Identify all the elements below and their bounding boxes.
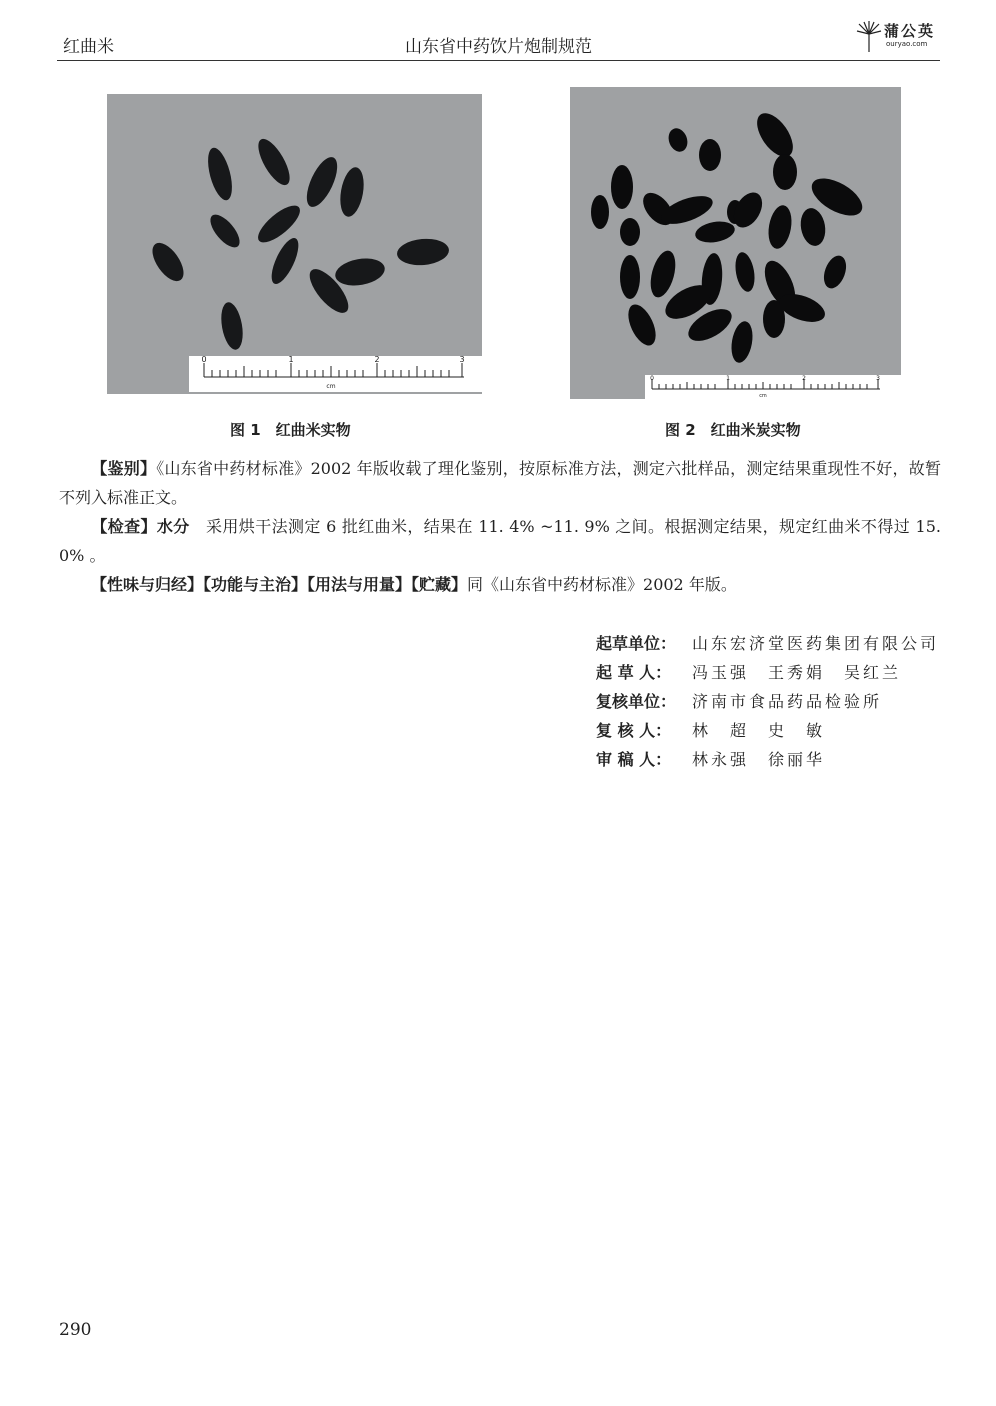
- ruler-unit: cm: [326, 383, 336, 390]
- page-number: 290: [59, 1320, 92, 1340]
- identification-paragraph: [59, 454, 941, 512]
- credit-label: 复 核 人：: [596, 721, 672, 740]
- credit-value: 林 超 史 敏: [692, 721, 826, 740]
- inspection-heading: 【检查】水分: [91, 517, 190, 536]
- credit-label: 审 稿 人：: [596, 750, 672, 769]
- credit-row: [596, 628, 939, 657]
- properties-text: 同《山东省中药材标准》2002 年版。: [467, 575, 737, 594]
- credit-value: 山东宏济堂医药集团有限公司: [692, 634, 940, 653]
- identification-text: 《山东省中药材标准》2002 年版收载了理化鉴别，按原标准方法，测定六批样品，测定结果重现性不好，故暂不列入标准正文。: [59, 459, 941, 507]
- ruler-label: 1: [288, 355, 294, 364]
- credit-value: 林永强 徐丽华: [692, 750, 826, 769]
- ruler-label: 1: [726, 375, 730, 382]
- ruler-label: 2: [802, 375, 806, 382]
- credit-label: 起 草 人：: [596, 663, 672, 682]
- header-book-title: 山东省中药饮片炮制规范: [405, 37, 592, 57]
- credit-row: [596, 657, 939, 686]
- figure-1-caption: 图 1 红曲米实物: [230, 421, 351, 439]
- credit-label: 复核单位：: [596, 692, 677, 711]
- credits-block: [596, 628, 939, 773]
- header-section-title: 红曲米: [63, 37, 114, 57]
- credit-row: [596, 686, 939, 715]
- properties-heading: 【性味与归经】【功能与主治】【用法与用量】【贮藏】: [91, 575, 468, 594]
- page-header: [57, 22, 940, 61]
- ruler-label: 2: [374, 355, 380, 364]
- logo-url: ouryao.com: [886, 40, 928, 48]
- credit-label: 起草单位：: [596, 634, 677, 653]
- ruler-label: 3: [459, 355, 465, 364]
- ruler-label: 3: [876, 375, 880, 382]
- ruler-unit: cm: [759, 393, 767, 399]
- identification-heading: 【鉴别】: [91, 459, 157, 478]
- publisher-logo: [856, 20, 938, 56]
- dandelion-logo-icon: [856, 20, 882, 54]
- logo-title: 蒲公英: [884, 22, 936, 40]
- inspection-text: 采用烘干法测定 6 批红曲米，结果在 11. 4% ~11. 9% 之间。根据测定结果，规定红曲米不得过 15. 0% 。: [59, 517, 941, 565]
- figure-2-caption: 图 2 红曲米炭实物: [665, 421, 801, 439]
- properties-paragraph: [59, 570, 941, 599]
- ruler-label: 0: [201, 355, 207, 364]
- credit-value: 冯玉强 王秀娟 吴红兰: [692, 663, 902, 682]
- ruler-label: 0: [650, 375, 654, 382]
- credit-value: 济南市食品药品检验所: [692, 692, 883, 711]
- figure-1-photo: [107, 94, 482, 394]
- inspection-paragraph: [59, 512, 941, 570]
- credit-row: [596, 715, 939, 744]
- figure-2-photo: [570, 87, 901, 399]
- credit-row: [596, 744, 939, 773]
